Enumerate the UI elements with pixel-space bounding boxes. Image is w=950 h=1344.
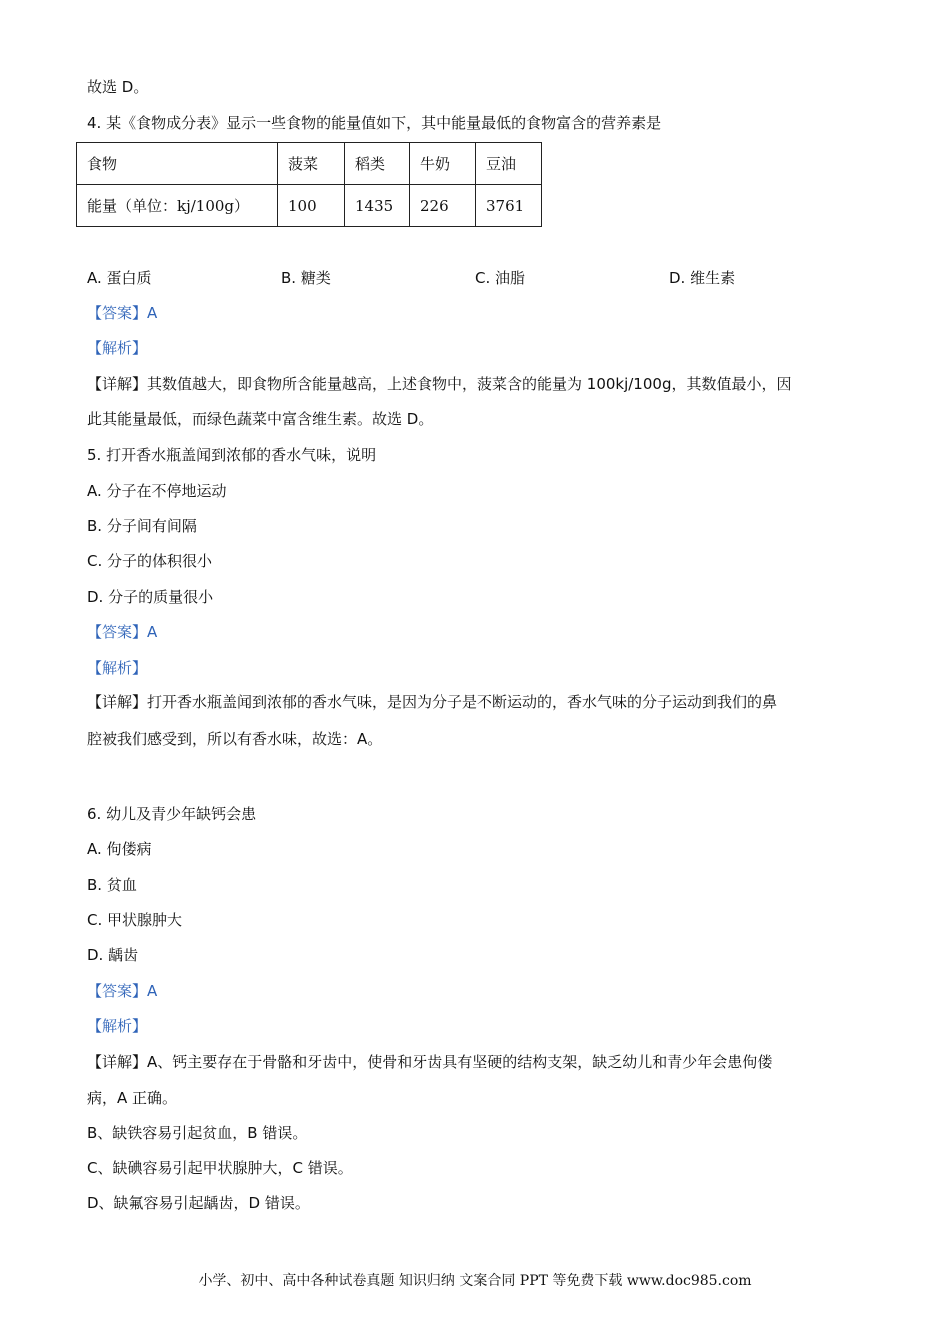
question-6-detail-line-1: 【详解】A、钙主要存在于骨骼和牙齿中，使骨和牙齿具有坚硬的结构支架，缺乏幼儿和青少年会患佝偻 xyxy=(87,1053,773,1071)
table-cell: 菠菜 xyxy=(278,143,345,185)
question-5-answer: 【答案】A xyxy=(87,623,158,641)
question-4-stem: 4. 某《食物成分表》显示一些食物的能量值如下，其中能量最低的食物富含的营养素是 xyxy=(87,114,662,132)
question-6-detail-line-2: 病，A 正确。 xyxy=(87,1089,178,1107)
question-6-detail-line-5: D、缺氟容易引起龋齿，D 错误。 xyxy=(87,1194,310,1212)
question-6-detail-line-4: C、缺碘容易引起甲状腺肿大，C 错误。 xyxy=(87,1159,353,1177)
question-5-detail-line-1: 【详解】打开香水瓶盖闻到浓郁的香水气味，是因为分子是不断运动的，香水气味的分子运动到我们的鼻 xyxy=(87,693,778,711)
question-6-answer: 【答案】A xyxy=(87,982,158,1000)
question-5-option-d: D. 分子的质量很小 xyxy=(87,588,214,606)
question-6-option-c: C. 甲状腺肿大 xyxy=(87,911,183,929)
question-4-option-c: C. 油脂 xyxy=(475,269,526,287)
table-cell: 稻类 xyxy=(345,143,410,185)
food-energy-table xyxy=(76,142,542,227)
table-cell: 能量（单位：kj/100g） xyxy=(77,185,278,227)
question-4-option-a: A. 蛋白质 xyxy=(87,269,152,287)
question-5-option-a: A. 分子在不停地运动 xyxy=(87,482,227,500)
question-4-detail-line-1: 【详解】其数值越大，即食物所含能量越高，上述食物中，菠菜含的能量为 100kj/100g，其数值最小，因 xyxy=(87,375,792,393)
question-6-option-d: D. 龋齿 xyxy=(87,946,139,964)
question-6-option-a: A. 佝偻病 xyxy=(87,840,152,858)
question-5-analysis-heading: 【解析】 xyxy=(87,659,148,677)
question-4-answer: 【答案】A xyxy=(87,304,158,322)
question-6-stem: 6. 幼儿及青少年缺钙会患 xyxy=(87,805,257,823)
question-4-detail-line-2: 此其能量最低，而绿色蔬菜中富含维生素。故选 D。 xyxy=(87,410,434,428)
question-5-stem: 5. 打开香水瓶盖闻到浓郁的香水气味，说明 xyxy=(87,446,377,464)
question-4-option-d: D. 维生素 xyxy=(669,269,736,287)
table-cell: 牛奶 xyxy=(410,143,476,185)
previous-answer-conclusion: 故选 D。 xyxy=(87,78,149,96)
table-cell: 食物 xyxy=(77,143,278,185)
table-cell: 3761 xyxy=(476,185,542,227)
question-5-option-c: C. 分子的体积很小 xyxy=(87,552,213,570)
table-row xyxy=(77,143,542,185)
page-footer: 小学、初中、高中各种试卷真题 知识归纳 文案合同 PPT 等免费下载 www.doc985.com xyxy=(198,1273,752,1289)
question-6-detail-line-3: B、缺铁容易引起贫血，B 错误。 xyxy=(87,1124,308,1142)
question-4-analysis-heading: 【解析】 xyxy=(87,339,148,357)
table-cell: 226 xyxy=(410,185,476,227)
question-5-option-b: B. 分子间有间隔 xyxy=(87,517,197,535)
question-4-option-b: B. 糖类 xyxy=(281,269,331,287)
table-row xyxy=(77,185,542,227)
question-6-option-b: B. 贫血 xyxy=(87,876,137,894)
table-cell: 豆油 xyxy=(476,143,542,185)
table-cell: 100 xyxy=(278,185,345,227)
question-6-analysis-heading: 【解析】 xyxy=(87,1017,148,1035)
question-5-detail-line-2: 腔被我们感受到，所以有香水味，故选：A。 xyxy=(87,730,383,748)
table-cell: 1435 xyxy=(345,185,410,227)
